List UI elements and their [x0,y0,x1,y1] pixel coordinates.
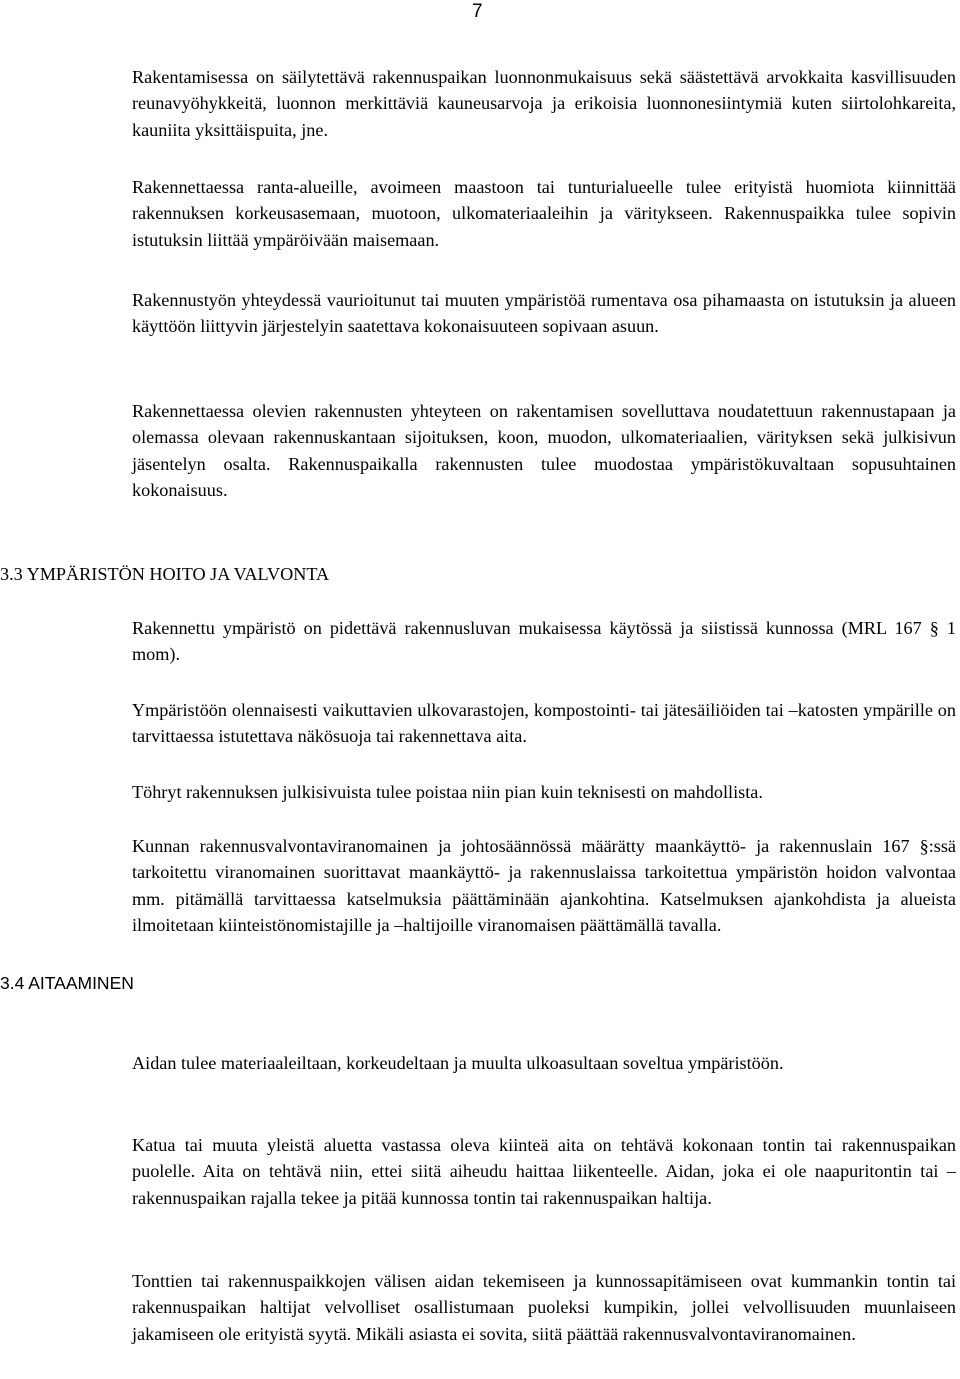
paragraph-existing-buildings: Rakennettaessa olevien rakennusten yhteyteen on rakentamisen sovelluttava noudatettuun rakennustapaan ja olemassa olevaan rakennuskantaan sijoituksen, koon, muodon, ulkomateriaalien, värityksen sekä julkisivun jäsentelyn osalta. Rakennuspaikalla rakennusten tulee muodostaa ympäristökuvaltaan sopusuhtainen kokonaisuus. [132,401,956,501]
section-heading-3-3: 3.3 YMPÄRISTÖN HOITO JA VALVONTA [0,564,330,584]
paragraph-storage-screening: Ympäristöön olennaisesti vaikuttavien ulkovarastojen, kompostointi- tai jätesäiliöiden tai –katosten ympärille on tarvittaessa istutettava näkösuoja tai rakennettava aita. [132,700,956,747]
paragraph-graffiti: Töhryt rakennuksen julkisivuista tulee poistaa niin pian kuin teknisesti on mahdollista. [132,782,763,802]
paragraph-shared-fence: Tonttien tai rakennuspaikkojen välisen aidan tekemiseen ja kunnossapitämiseen ovat kummankin tontin tai rakennuspaikan haltijat velvolliset osallistumaan puoleksi kumpikin, jollei velvollisuuden muunlaiseen jakamiseen ole erityistä syytä. Mikäli asiasta ei sovita, siitä päättää rakennusvalvontaviranomainen. [132,1271,956,1344]
paragraph-shore-building: Rakennettaessa ranta-alueille, avoimeen maastoon tai tunturialueelle tulee erityistä huomiota kiinnittää rakennuksen korkeusasemaan, muotoon, ulkomateriaaleihin ja väritykseen. Rakennuspaikka tulee sopivin istutuksin liittää ympäröivään maisemaan. [132,177,956,250]
paragraph-fence-placement: Katua tai muuta yleistä aluetta vastassa oleva kiinteä aita on tehtävä kokonaan tontin tai rakennuspaikan puolelle. Aita on tehtävä niin, ettei siitä aiheudu haittaa liikenteelle. Aidan, joka ei ole naapuritontin tai –rakennuspaikan rajalla tekee ja pitää kunnossa tontin tai rakennuspaikan haltija. [132,1135,956,1208]
paragraph-maintenance: Rakennettu ympäristö on pidettävä rakennusluvan mukaisessa käytössä ja siistissä kunnossa (MRL 167 § 1 mom). [132,618,956,665]
paragraph-natural-preservation: Rakentamisessa on säilytettävä rakennuspaikan luonnonmukaisuus sekä säästettävä arvokkaita kasvillisuuden reunavyöhykkeitä, luonnon merkittäviä kauneusarvoja ja erikoisia luonnonesiintymiä kuten siirtolohkareita, kauniita yksittäispuita, jne. [132,67,956,140]
paragraph-supervision: Kunnan rakennusvalvontaviranomainen ja johtosäännössä määrätty maankäyttö- ja rakennuslain 167 §:ssä tarkoitettu viranomainen suorittavat maankäyttö- ja rakennuslaissa tarkoitettua ympäristön hoidon valvontaa mm. pitämällä tarvittaessa katselmuksia päättäminään ajankohtina. Katselmuksen ajankohdista ja alueista ilmoitetaan kiinteistönomistajille ja –haltijoille viranomaisen päättämällä tavalla. [132,836,956,936]
paragraph-yard-restoration: Rakennustyön yhteydessä vaurioitunut tai muuten ympäristöä rumentava osa pihamaasta on istutuksin ja alueen käyttöön liittyvin järjestelyin saatettava kokonaisuuteen sopivaan asuun. [132,290,956,337]
page-number: 7 [472,1,483,22]
paragraph-fence-appearance: Aidan tulee materiaaleiltaan, korkeudeltaan ja muulta ulkoasultaan soveltua ympäristöön. [132,1053,784,1073]
section-heading-3-4: 3.4 AITAAMINEN [0,973,134,993]
